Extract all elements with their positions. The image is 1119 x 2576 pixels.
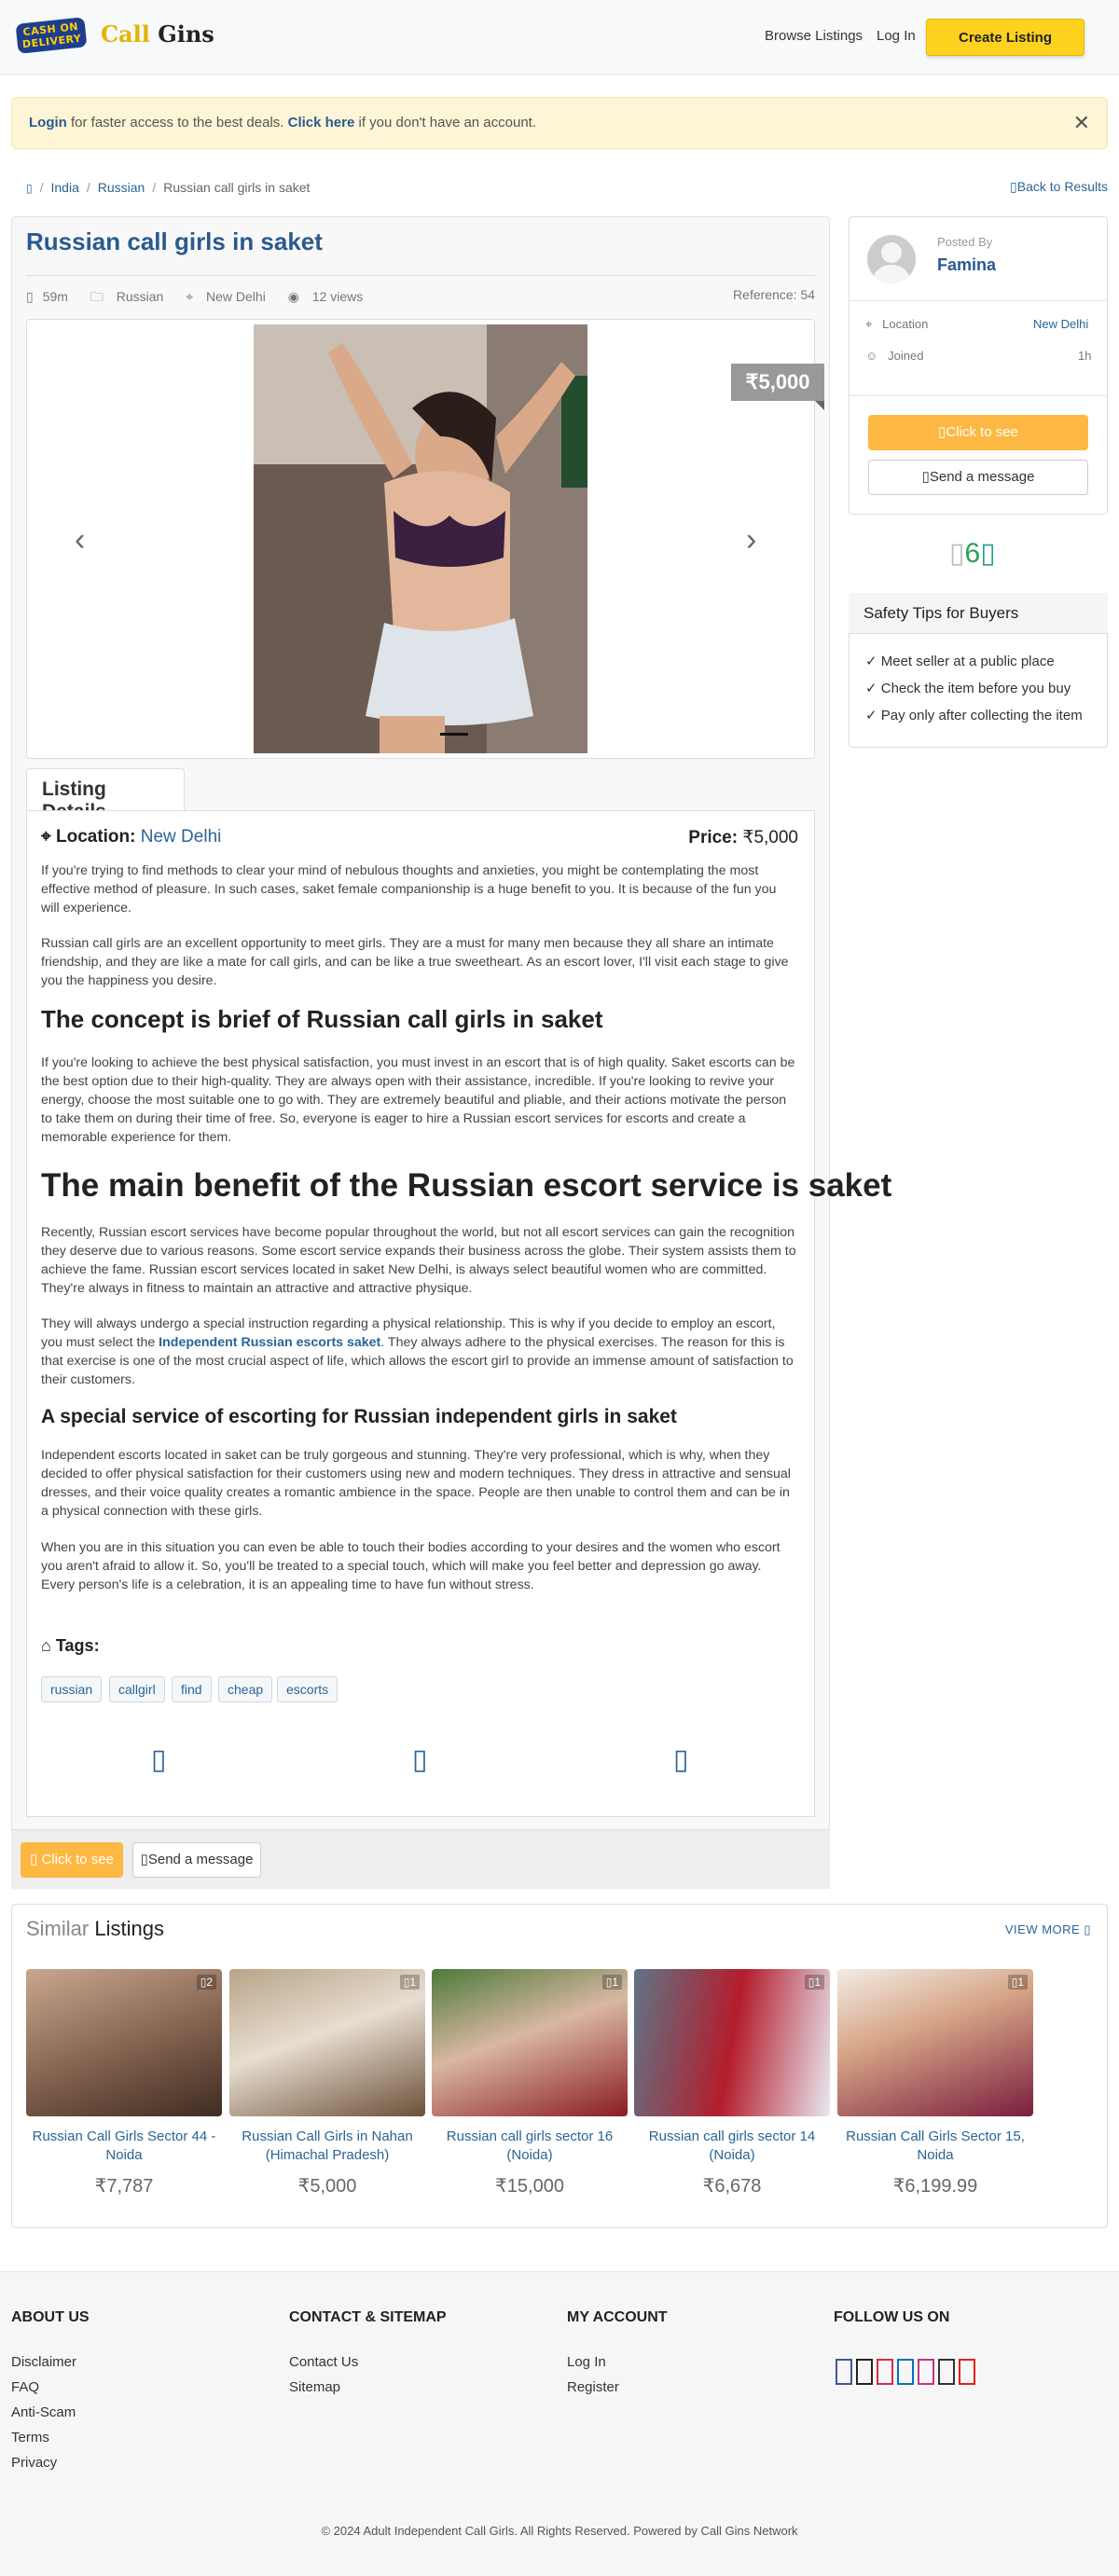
check-icon: ✓ — [865, 681, 877, 696]
title-divider — [26, 275, 815, 276]
back-icon: ▯ — [1010, 179, 1017, 194]
footer-account-title: MY ACCOUNT — [567, 2309, 668, 2325]
footer-link-login[interactable]: Log In — [567, 2354, 606, 2370]
listing-thumbnail[interactable] — [634, 1969, 830, 2116]
copyright: © 2024 Adult Independent Call Girls. All Rights Reserved. Powered by Call Gins Network — [321, 2524, 798, 2538]
avatar[interactable] — [867, 235, 916, 283]
site-header — [0, 0, 1119, 75]
views-meta — [288, 289, 373, 304]
footer-link-register[interactable]: Register — [567, 2379, 619, 2395]
footer-follow-title: FOLLOW US ON — [834, 2309, 950, 2325]
seller-location-label: Location — [882, 317, 929, 331]
gallery-prev-arrow[interactable]: ‹ — [75, 522, 86, 558]
listing-thumbnail[interactable] — [229, 1969, 425, 2116]
posted-by-label: Posted By — [937, 235, 993, 249]
click-to-see-button[interactable] — [868, 415, 1088, 450]
seller-location-link[interactable]: New Delhi — [1033, 317, 1089, 331]
tags-label-text: Tags: — [55, 1636, 100, 1655]
divider — [849, 300, 1108, 301]
user-icon: ☺ — [865, 349, 878, 363]
view-more-link[interactable] — [1005, 1922, 1091, 1937]
click-to-see-button-bottom[interactable] — [21, 1842, 123, 1878]
listing-title: Russian call girls in saket — [26, 227, 323, 255]
back-to-results-link[interactable] — [1010, 179, 1108, 195]
folder-icon: 🗀 — [90, 289, 104, 304]
tab-listing-details[interactable]: Listing — [26, 768, 185, 811]
listing-photo[interactable] — [254, 324, 587, 753]
city-value: New Delhi — [206, 289, 266, 304]
count-value: 1 — [1017, 1976, 1024, 1989]
description-paragraph — [41, 1315, 798, 1389]
joined-value: 1h — [1078, 349, 1092, 363]
footer-link-anti-scam[interactable]: Anti-Scam — [11, 2404, 76, 2420]
check-icon: ✓ — [865, 654, 877, 669]
click-to-see-label: Click to see — [41, 1852, 114, 1867]
alert-login-link[interactable] — [29, 115, 67, 131]
camera-icon: ▯ — [1011, 1976, 1018, 1989]
tag-callgirl[interactable]: callgirl — [109, 1676, 165, 1702]
listing-name[interactable]: Russian call girls sector 16 (Noida) — [446, 2128, 614, 2163]
check-icon: ▯ — [980, 538, 996, 569]
send-message-button-bottom[interactable] — [132, 1842, 261, 1878]
breadcrumb-russian[interactable]: Russian — [97, 180, 145, 195]
joined-label: Joined — [888, 349, 924, 363]
description-paragraph: If you're looking to achieve the best physical satisfaction, you must invest in an escort that is of high quality. Saket escorts can be the best option due to their high-quality. They are always open with their assistance, incredible. If you're looking to revive your energy, choose the most suitable one to go with. They are extremely beautiful and pliable, and their actions motivate the person to take them on during their time of free. So, everyone is eager to hire a Russian escort services for escorts and create a memorable experience for them. — [41, 1055, 795, 1145]
photo-count — [602, 1975, 622, 1990]
twitter-icon[interactable]: ▯ — [412, 1744, 428, 1775]
footer-link-sitemap[interactable]: Sitemap — [289, 2379, 341, 2395]
count-value: 1 — [814, 1976, 821, 1989]
breadcrumb: ▯ / India / Russian / Russian call girls in saket — [26, 180, 311, 195]
map-pin-icon: ⌖ — [865, 317, 873, 331]
back-label: Back to Results — [1016, 179, 1108, 194]
footer-link-faq[interactable]: FAQ — [11, 2379, 40, 2395]
similar-listing-card[interactable] — [634, 1969, 830, 2197]
logo-text-2: Gins — [149, 21, 214, 48]
price-value: ₹5,000 — [742, 828, 798, 847]
listing-price: ₹6,199.99 — [892, 2176, 978, 2197]
instagram-icon[interactable] — [918, 2359, 934, 2385]
listing-name[interactable]: Russian Call Girls Sector 15, Noida — [846, 2128, 1025, 2163]
pinterest-icon[interactable] — [877, 2359, 893, 2385]
logo-badge[interactable]: CASH ON DELIVERY — [16, 17, 88, 54]
similar-listing-card[interactable] — [837, 1969, 1033, 2197]
independent-escorts-link[interactable]: Independent Russian escorts saket — [159, 1335, 381, 1350]
tiktok-icon[interactable] — [938, 2359, 955, 2385]
footer-link-privacy[interactable]: Privacy — [11, 2455, 58, 2471]
facebook-icon[interactable] — [836, 2359, 852, 2385]
price-tag: ₹5,000 — [731, 364, 824, 401]
click-to-see-label: Click to see — [946, 424, 1018, 440]
count-value: 1 — [612, 1976, 618, 1989]
badge-digit: 6 — [964, 538, 981, 569]
tag-russian[interactable]: russian — [41, 1676, 102, 1702]
footer-about-title: ABOUT US — [11, 2309, 90, 2325]
similar-listings-title — [26, 1917, 164, 1941]
footer-link-contact[interactable]: Contact Us — [289, 2354, 359, 2370]
category-value: Russian — [116, 289, 164, 304]
photo-count — [1008, 1975, 1028, 1990]
city-meta — [186, 289, 275, 304]
section-heading: A special service of escorting for Russian independent girls in saket — [41, 1406, 677, 1427]
description-paragraph: Independent escorts located in saket can be truly gorgeous and stunning. They're very professional, which is why, when they decided to offer physical satisfaction for their customers using new and modern techniques. They dress in attractive and sensual dresses, and their voice quality creates a romantic ambience in the space. People are then unable to control them and can be in a physical connection with these girls. — [41, 1448, 791, 1519]
title-light: Similar — [26, 1917, 95, 1940]
footer-contact-title: CONTACT & SITEMAP — [289, 2309, 447, 2325]
tag-icon: ⌂ — [41, 1636, 51, 1655]
seller-name-link[interactable]: Famina — [937, 255, 997, 274]
map-pin-icon: ⌖ — [41, 827, 51, 847]
login-alert — [11, 97, 1108, 149]
listing-price: ₹6,678 — [702, 2176, 762, 2197]
listing-thumbnail[interactable] — [26, 1969, 222, 2116]
location-link[interactable]: New Delhi — [140, 827, 222, 847]
map-pin-icon: ⌖ — [186, 289, 194, 304]
similar-listing-card[interactable] — [229, 1969, 425, 2197]
camera-icon: ▯ — [200, 1976, 207, 1989]
envelope-icon: ▯ — [921, 469, 930, 485]
site-logo[interactable] — [101, 21, 214, 48]
logo-text-1: Call — [101, 21, 150, 48]
nav-login[interactable]: Log In — [877, 28, 916, 44]
verification-badges — [949, 537, 996, 570]
tags-label — [41, 1636, 100, 1656]
alert-text-2: if you don't have an account. — [354, 115, 537, 131]
listing-name[interactable]: Russian Call Girls Sector 44 - Noida — [32, 2128, 216, 2163]
send-message-label: Send a message — [147, 1852, 254, 1867]
breadcrumb-india[interactable]: India — [50, 180, 79, 195]
price-label: Price: — [688, 828, 739, 847]
alert-click-text: Click here — [287, 115, 355, 131]
listing-name[interactable]: Russian Call Girls in Nahan (Himachal Pradesh) — [242, 2128, 413, 2163]
description-paragraph: Russian call girls are an excellent opportunity to meet girls. They are a must for many men because they all share an intimate friendship, and they are like a mate for call girls, and can be like a true sweetheart. As an escort lover, I'll visit each stage to give you the happiness you desire. — [41, 936, 789, 988]
phone-icon: ▯ — [30, 1852, 38, 1867]
tag-find[interactable]: find — [172, 1676, 212, 1702]
send-message-label: Send a message — [929, 469, 1035, 485]
time-value: 59m — [42, 289, 68, 304]
similar-listing-card[interactable] — [432, 1969, 628, 2197]
price-row — [688, 827, 798, 848]
chevron-right-icon: ▯ — [1084, 1922, 1091, 1936]
safety-tips-title: Safety Tips for Buyers — [849, 593, 1108, 634]
tag-escorts[interactable]: escorts — [277, 1676, 338, 1702]
listing-price: ₹5,000 — [297, 2176, 357, 2197]
location-label: Location: — [55, 827, 136, 847]
camera-icon: ▯ — [808, 1976, 815, 1989]
photo-count — [197, 1975, 216, 1990]
photo-image — [254, 324, 587, 753]
home-icon[interactable]: ▯ — [26, 182, 33, 195]
description-paragraph: When you are in this situation you can even be able to touch their bodies according to your desires and the women who escort you aren't afraid to allow it. So, you'll be treated to a special touch, which will make you feel better and depression go away. Every person's life is a celebration, it is an appealing time to have fun without stress. — [41, 1540, 781, 1592]
tip-text: Meet seller at a public place — [880, 654, 1055, 669]
photo-count — [805, 1975, 824, 1990]
listing-price: ₹7,787 — [94, 2176, 154, 2197]
photo-count — [400, 1975, 420, 1990]
camera-icon: ▯ — [403, 1976, 410, 1989]
listing-meta — [26, 287, 381, 310]
linkedin-icon[interactable] — [897, 2359, 914, 2385]
gallery-next-arrow[interactable]: › — [746, 522, 757, 558]
section-heading: The concept is brief of Russian call girls in saket — [41, 1005, 603, 1033]
similar-listing-card[interactable] — [26, 1969, 222, 2197]
tip-text: Check the item before you buy — [880, 681, 1071, 696]
create-listing-button[interactable]: Create Listing — [926, 19, 1084, 56]
clock-icon: ▯ — [26, 289, 34, 304]
paragraph-text: They will always undergo a special instruction regarding a physical relationship. This is why if you decide to employ an escort, you must select the — [41, 1316, 776, 1350]
twitter-icon[interactable] — [856, 2359, 873, 2385]
close-icon[interactable]: ✕ — [1072, 111, 1090, 134]
eye-icon: ◉ — [287, 289, 299, 304]
description-paragraph: Recently, Russian escort services have become popular throughout the world, but not all escort services can gain the recognition they deserve due to various reasons. Some escort service expands their business across the globe. Their system assists them to achieve the fame. Russian escort services located in saket New Delhi, is always select beautiful women who are committed. They're always in fitness to maintain an attractive and attractive physique. — [41, 1225, 796, 1296]
joined-info — [865, 349, 923, 363]
check-icon: ✓ — [865, 708, 877, 723]
phone-icon: ▯ — [938, 424, 946, 440]
time-meta — [26, 289, 77, 304]
paragraph-text-2: . They always adhere to the physical exercises. The reason for this is that exercise is one of the most crucial aspect of life, which allows the escort girl to provide an immense amount of satisfaction to their customers. — [41, 1335, 794, 1387]
envelope-icon: ▯ — [140, 1852, 148, 1867]
location-row — [41, 827, 221, 847]
footer-link-disclaimer[interactable]: Disclaimer — [11, 2354, 77, 2370]
count-value: 2 — [206, 1976, 213, 1989]
view-more-label: VIEW MORE — [1004, 1922, 1081, 1936]
reference-number: Reference: 54 — [733, 287, 815, 302]
nav-browse-listings[interactable]: Browse Listings — [765, 28, 863, 44]
whatsapp-icon[interactable]: ▯ — [673, 1744, 689, 1775]
tag-cheap[interactable]: cheap — [218, 1676, 272, 1702]
alert-click-here-link[interactable] — [288, 115, 355, 131]
footer-link-terms[interactable]: Terms — [11, 2430, 49, 2445]
divider — [849, 395, 1108, 396]
camera-icon: ▯ — [605, 1976, 613, 1989]
alert-login-text: Login — [29, 115, 67, 131]
section-heading: The main benefit of the Russian escort service is saket — [41, 1167, 892, 1204]
tip-text: Pay only after collecting the item — [880, 708, 1083, 723]
description-paragraph: If you're trying to find methods to clear your mind of nebulous thoughts and anxieties, you might be contemplating the most effective method of pleasure. In such cases, saket female companionship is a huge benefit to you. It is because of the fun you will experience. — [41, 863, 777, 916]
count-value: 1 — [409, 1976, 416, 1989]
listing-thumbnail[interactable] — [432, 1969, 628, 2116]
safety-tip — [865, 680, 1071, 696]
alert-text: for faster access to the best deals. — [66, 115, 288, 131]
send-message-button[interactable] — [868, 460, 1088, 495]
category-meta — [90, 289, 173, 304]
title-bold: Listings — [94, 1917, 164, 1940]
location-info — [865, 317, 928, 332]
safety-tip — [865, 653, 1055, 669]
listing-price: ₹15,000 — [495, 2176, 564, 2197]
listing-name[interactable]: Russian call girls sector 14 (Noida) — [648, 2128, 816, 2163]
facebook-icon[interactable]: ▯ — [151, 1744, 167, 1775]
breadcrumb-current: Russian call girls in saket — [163, 180, 311, 195]
shield-icon: ▯ — [949, 538, 965, 569]
safety-tip — [865, 707, 1083, 723]
views-value: 12 views — [311, 289, 364, 304]
listing-thumbnail[interactable] — [837, 1969, 1033, 2116]
youtube-icon[interactable] — [959, 2359, 975, 2385]
